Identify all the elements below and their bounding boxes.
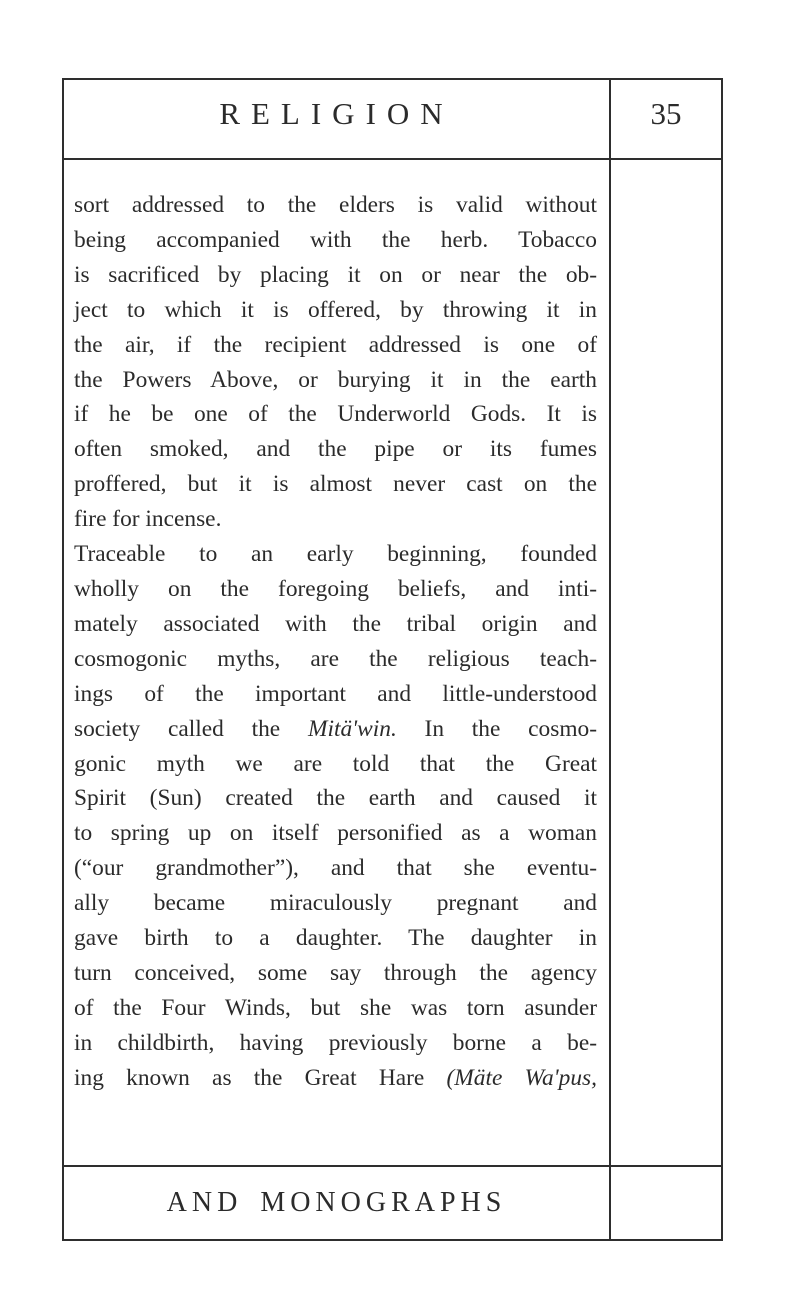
- text-line: proffered, but it is almost never cast on the: [74, 471, 597, 498]
- text-line: of the Four Winds, but she was torn asunder: [74, 994, 597, 1021]
- text-line: [74, 1061, 597, 1096]
- column-divider: [609, 80, 611, 1239]
- text-line: (“our grandmother”), and that she eventu-: [74, 855, 597, 882]
- italic-term: (Mäte Wa'pus,: [446, 1064, 597, 1091]
- footer-word: MONOGRAPHS: [260, 1187, 507, 1218]
- text-line: gonic myth we are told that the Great: [74, 750, 597, 777]
- page-frame: [62, 78, 723, 1241]
- text-segment: In the cosmo-: [396, 715, 598, 742]
- text-line: in childbirth, having previously borne a be-: [74, 1029, 597, 1056]
- page-number: 35: [650, 96, 682, 131]
- text-line: sort addressed to the elders is valid without: [74, 192, 597, 218]
- text-line: ings of the important and little-understood: [74, 680, 597, 707]
- text-line: ally became miraculously pregnant and: [74, 890, 597, 917]
- text-line: cosmogonic myths, are the religious teach-: [74, 645, 597, 672]
- text-line: wholly on the foregoing beliefs, and inti-: [74, 575, 597, 602]
- text-line: Spirit (Sun) created the earth and caused it: [74, 785, 597, 812]
- text-line: being accompanied with the herb. Tobacco: [74, 226, 597, 253]
- running-head: RELIGION: [219, 96, 454, 131]
- text-line: to spring up on itself personified as a woman: [74, 820, 597, 847]
- text-line: the Powers Above, or burying it in the earth: [74, 366, 597, 393]
- paragraph-start-line: Traceable to an early beginning, founded: [74, 541, 597, 568]
- text-line: mately associated with the tribal origin and: [74, 610, 597, 637]
- text-line: the air, if the recipient addressed is one of: [74, 331, 597, 358]
- text-line: ject to which it is offered, by throwing it in: [74, 296, 597, 323]
- footer-rule: [64, 1165, 721, 1167]
- body-text: [74, 188, 597, 1096]
- text-line: if he be one of the Underworld Gods. It is: [74, 401, 597, 428]
- running-foot: [64, 1187, 609, 1219]
- footer-word: AND: [166, 1187, 243, 1218]
- text-line: often smoked, and the pipe or its fumes: [74, 436, 597, 463]
- italic-term: Mitä'win.: [307, 715, 397, 742]
- text-line: gave birth to a daughter. The daughter in: [74, 925, 597, 952]
- text-segment: ing known as the Great Hare: [74, 1064, 447, 1091]
- header-rule: [64, 158, 721, 160]
- text-line: is sacrificed by placing it on or near the ob-: [74, 261, 597, 288]
- text-line: fire for incense.: [74, 506, 222, 533]
- text-line: turn conceived, some say through the agency: [74, 959, 597, 986]
- text-line: [74, 712, 597, 747]
- text-segment: society called the: [74, 715, 308, 742]
